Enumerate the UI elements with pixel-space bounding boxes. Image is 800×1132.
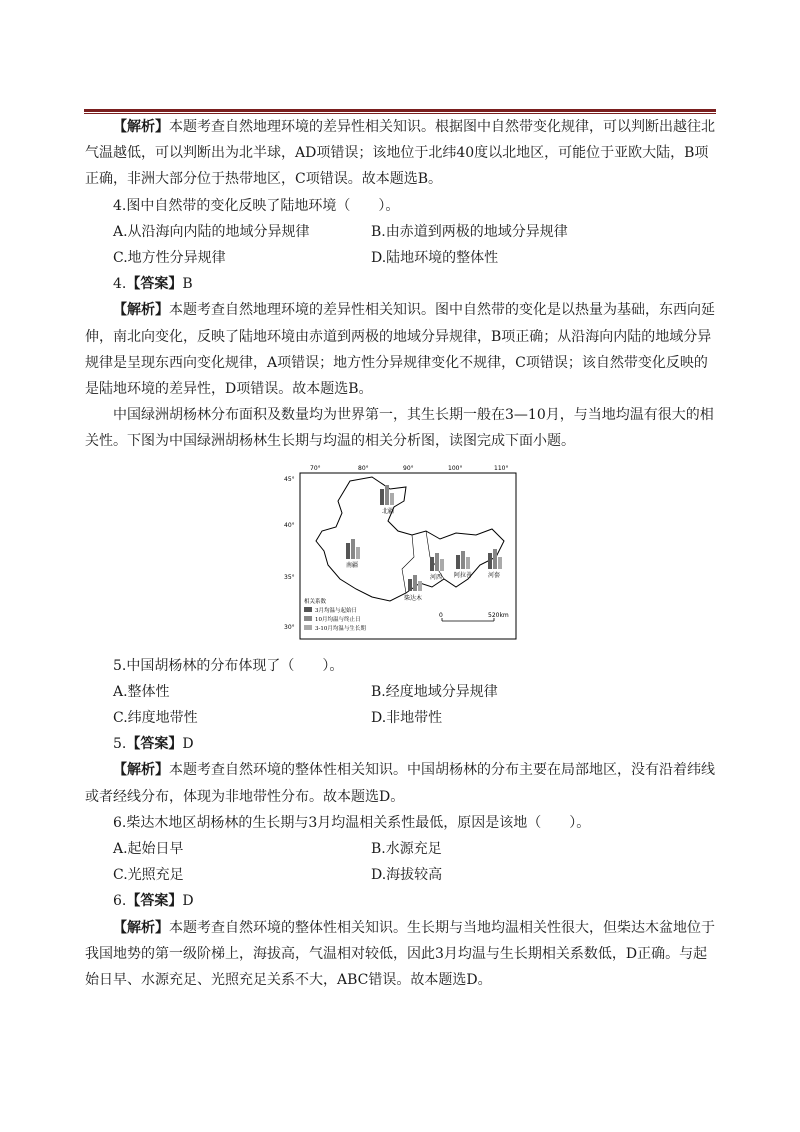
q6-option-c: C.光照充足 [113,867,184,884]
lon-label-110: 110° [494,464,509,472]
region-label-nanjiang: 南疆 [346,561,359,569]
q6-option-d: D.海拔较高 [371,867,443,884]
q5-option-c: C.纬度地带性 [113,710,198,727]
legend-item-2: 10月均温与终止日 [315,616,361,623]
lon-label-90: 90° [403,464,414,472]
document-body [85,114,715,993]
q4-option-c: C.地方性分异规律 [113,250,226,267]
legend-item-1: 3月均温与起始日 [315,607,357,614]
lon-label-70: 70° [310,464,321,472]
q5-question: 5.中国胡杨林的分布体现了（ ）。 [113,657,344,674]
map-figure [85,457,715,647]
q5-option-b: B.经度地域分异规律 [371,683,498,700]
q6-options-row1 [85,836,715,862]
q6-analysis: 【解析】本题考查自然环境的整体性相关知识。生长期与当地均温相关性很大，但柴达木盆地位于我国地势的第一级阶梯上，海拔高，气温相对较低，因此3月均温与生长期相关系数低，D正确。与起始日早、水源充足、光照充足关系不大，ABC错误。故本题选D。 [85,919,715,989]
lon-label-100: 100° [448,464,463,472]
lon-label-80: 80° [358,464,369,472]
q6-question: 6.柴达木地区胡杨林的生长期与3月均温相关系性最低，原因是该地（ ）。 [113,814,591,831]
scale-start: 0 [439,611,443,619]
region-label-alashan: 阿拉善 [454,571,473,579]
lat-label-30: 30° [284,623,295,631]
lat-label-40: 40° [284,521,295,529]
q4-options-row1 [85,219,715,245]
q6-options-row2 [85,862,715,888]
q4-analysis: 【解析】本题考查自然地理环境的差异性相关知识。图中自然带的变化是以热量为基础，东西向延伸，南北向变化，反映了陆地环境由赤道到两极的地域分异规律，B项正确；从沿海向内陆的地域分异规律是呈现东西向变化规律，A项错误；地方性分异规律变化不规律，C项错误；该自然带变化反映的是陆地环境的差异性，D项错误。故本题选B。 [85,302,715,398]
header-rule [84,109,716,112]
q5-analysis: 【解析】本题考查自然环境的整体性相关知识。中国胡杨林的分布主要在局部地区，没有沿着纬线或者经线分布，体现为非地带性分布。故本题选D。 [85,762,715,805]
scale-end: 520km [488,611,509,619]
region-label-hexi: 河西 [430,573,443,581]
legend-item-3: 3-10月均温与生长期 [315,625,366,632]
q4-option-b: B.由赤道到两极的地域分异规律 [371,223,568,240]
q4-answer: 4.【答案】B [113,276,193,293]
q5-option-d: D.非地带性 [371,710,443,727]
lat-label-45: 45° [284,475,295,483]
q4-question: 4.图中自然带的变化反映了陆地环境（ ）。 [113,197,400,214]
q5-answer: 5.【答案】D [113,736,194,753]
region-label-chaidamu: 柴达木 [404,594,423,602]
lat-label-35: 35° [284,573,295,581]
q5-options-row2 [85,705,715,731]
q6-option-a: A.起始日早 [113,841,184,858]
q3-analysis: 【解析】本题考查自然地理环境的差异性相关知识。根据图中自然带变化规律，可以判断出越往北气温越低，可以判断出为北半球，AD项错误；该地位于北纬40度以北地区，可能位于亚欧大陆，B项正确，非洲大部分位于热带地区，C项错误。故本题选B。 [85,119,715,188]
region-label-hetao: 河套 [488,571,501,579]
legend-title: 相关系数 [304,598,327,605]
q5-options-row1 [85,679,715,705]
q4-option-a: A.从沿海向内陆的地域分异规律 [113,223,310,240]
intro-paragraph: 中国绿洲胡杨林分布面积及数量均为世界第一，其生长期一般在3—10月，与当地均温有很大的相关性。下图为中国绿洲胡杨林生长期与均温的相关分析图，读图完成下面小题。 [85,407,714,450]
q6-option-b: B.水源充足 [371,841,442,858]
region-label-beijiang: 北疆 [382,507,395,515]
q5-option-a: A.整体性 [113,683,170,700]
q6-answer: 6.【答案】D [113,893,194,910]
q4-options-row2 [85,245,715,271]
q4-option-d: D.陆地环境的整体性 [371,250,499,267]
populus-distribution-map [280,461,520,641]
